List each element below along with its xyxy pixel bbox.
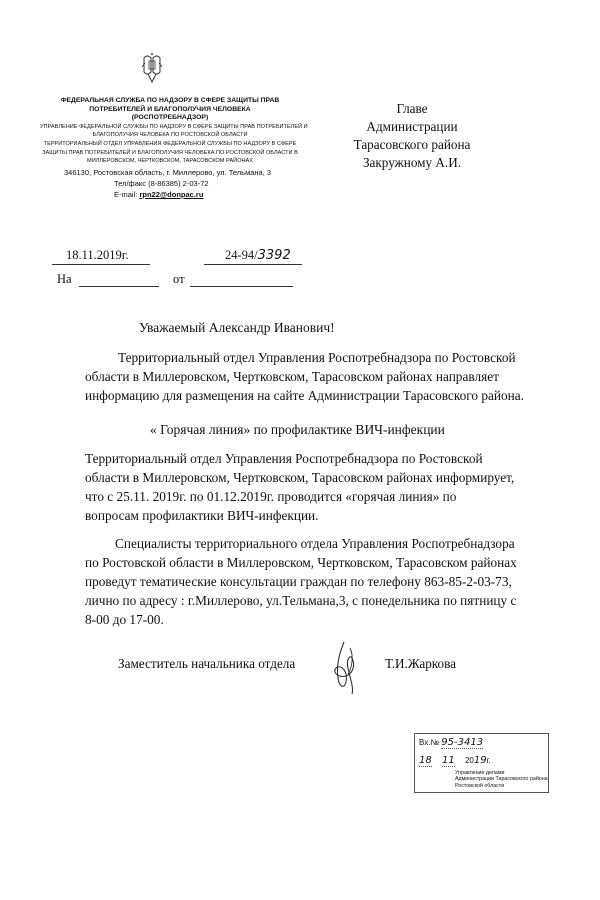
na-blank-underline bbox=[79, 286, 159, 287]
signer-title: Заместитель начальника отдела bbox=[118, 656, 296, 671]
letter-number-handwritten: 3392 bbox=[257, 248, 291, 263]
date-underline bbox=[52, 264, 150, 265]
salutation: Уважаемый Александр Иванович! bbox=[139, 320, 335, 335]
email-link[interactable]: rpn22@donpac.ru bbox=[139, 190, 204, 199]
stamp-date-day: 18 bbox=[419, 755, 432, 766]
stamp-date-year-printed: 20 bbox=[464, 756, 474, 765]
hotline-title: « Горячая линия» по профилактике ВИЧ-инфекции bbox=[150, 422, 445, 437]
paragraph-line: вопросам профилактики ВИЧ-инфекции. bbox=[85, 508, 319, 523]
paragraph-line: 8-00 до 17-00. bbox=[85, 612, 164, 627]
handwritten-signature-icon bbox=[322, 638, 372, 698]
stamp-number-row bbox=[419, 737, 483, 749]
stamp-date-row bbox=[419, 755, 491, 767]
paragraph-line: области в Миллеровском, Чертковском, Тарасовском районах информирует, bbox=[85, 470, 515, 485]
ot-label: от bbox=[173, 272, 185, 286]
agency-contacts bbox=[64, 167, 271, 200]
department-line: ЗАЩИТЫ ПРАВ ПОТРЕБИТЕЛЕЙ И БЛАГОПОЛУЧИЯ ЧЕЛОВЕКА ПО РОСТОВСКОЙ ОБЛАСТИ В bbox=[42, 149, 298, 156]
ot-blank-underline bbox=[190, 286, 293, 287]
letter-number bbox=[225, 248, 291, 263]
stamp-year-suffix: г. bbox=[486, 756, 491, 765]
coat-of-arms-emblem-icon bbox=[141, 50, 163, 86]
stamp-org-line: Администрации Тарасовского района bbox=[455, 776, 548, 783]
stamp-date-month: 11 bbox=[441, 755, 455, 766]
signer-name: Т.И.Жаркова bbox=[385, 656, 457, 671]
letter-date: 18.11.2019г. bbox=[66, 248, 129, 262]
recipient-line: Закружному А.И. bbox=[362, 155, 462, 170]
stamp-organization bbox=[455, 770, 548, 789]
paragraph-consultations bbox=[85, 534, 555, 629]
recipient-block bbox=[322, 100, 502, 172]
paragraph-line: по Ростовской области в Миллеровском, Чертковском, Тарасовском районах bbox=[85, 555, 517, 570]
incoming-registration-stamp bbox=[414, 733, 549, 793]
paragraph-line: области в Миллеровском, Чертковском, Тарасовском районах направляет bbox=[85, 369, 499, 384]
agency-address: 346130, Ростовская область, г. Миллерово, ул. Тельмана, 3 bbox=[64, 168, 272, 177]
stamp-date-year-hand: 19 bbox=[473, 755, 487, 766]
paragraph-line: Территориальный отдел Управления Роспотребнадзора по Ростовской bbox=[118, 350, 516, 365]
department-line: УПРАВЛЕНИЕ ФЕДЕРАЛЬНОЙ СЛУЖБЫ ПО НАДЗОРУ В СФЕРЕ ЗАЩИТЫ ПРАВ ПОТРЕБИТЕЛЕЙ И bbox=[40, 123, 308, 130]
number-underline bbox=[204, 264, 302, 265]
paragraph-line: лично по адресу : г.Миллерово, ул.Тельмана,3, с понедельника по пятницу с bbox=[85, 593, 517, 608]
agency-name-line: ПОТРЕБИТЕЛЕЙ И БЛАГОПОЛУЧИЯ ЧЕЛОВЕКА bbox=[89, 105, 251, 113]
paragraph-hotline bbox=[85, 449, 545, 525]
stamp-in-number: 95-3413 bbox=[441, 737, 484, 748]
department-line: ТЕРРИТОРИАЛЬНЫЙ ОТДЕЛ УПРАВЛЕНИЯ ФЕДЕРАЛЬНОЙ СЛУЖБЫ ПО НАДЗОРУ В СФЕРЕ bbox=[43, 140, 297, 147]
department-line: МИЛЛЕРОВСКОМ, ЧЕРТКОВСКОМ, ТАРАСОВСКОМ РАЙОНАХ bbox=[87, 158, 253, 165]
na-label: На bbox=[57, 272, 72, 286]
recipient-line: Тарасовского района bbox=[353, 137, 471, 152]
agency-header bbox=[40, 97, 308, 166]
stamp-org-line: Управление делами bbox=[455, 770, 505, 776]
paragraph-intro bbox=[85, 348, 550, 405]
recipient-line: Главе bbox=[396, 101, 428, 116]
agency-phone: Тел/факс (8-86385) 2-03-72 bbox=[114, 179, 209, 188]
paragraph-line: Специалисты территориального отдела Управления Роспотребнадзора bbox=[115, 536, 515, 551]
agency-email-row bbox=[64, 189, 271, 200]
paragraph-line: что с 25.11. 2019г. по 01.12.2019г. проводится «горячая линия» по bbox=[85, 489, 457, 504]
stamp-in-label: Вх.№ bbox=[419, 738, 440, 747]
email-label: E-mail: bbox=[114, 190, 138, 199]
agency-name-line: (РОСПОТРЕБНАДЗОР) bbox=[131, 114, 209, 122]
department-line: БЛАГОПОЛУЧИЯ ЧЕЛОВЕКА ПО РОСТОВСКОЙ ОБЛАСТИ bbox=[92, 132, 248, 139]
agency-name-line: ФЕДЕРАЛЬНАЯ СЛУЖБА ПО НАДЗОРУ В СФЕРЕ ЗАЩИТЫ ПРАВ bbox=[60, 97, 280, 104]
stamp-org-line: Ростовской области bbox=[455, 782, 505, 789]
paragraph-line: Территориальный отдел Управления Роспотребнадзора по Ростовской bbox=[85, 451, 483, 466]
letter-number-printed: 24-94/ bbox=[225, 248, 258, 262]
recipient-line: Администрации bbox=[366, 119, 458, 134]
paragraph-line: проведут тематические консультации граждан по телефону 863-85-2-03-73, bbox=[85, 574, 512, 589]
paragraph-line: информацию для размещения на сайте Администрации Тарасовского района. bbox=[85, 388, 525, 403]
